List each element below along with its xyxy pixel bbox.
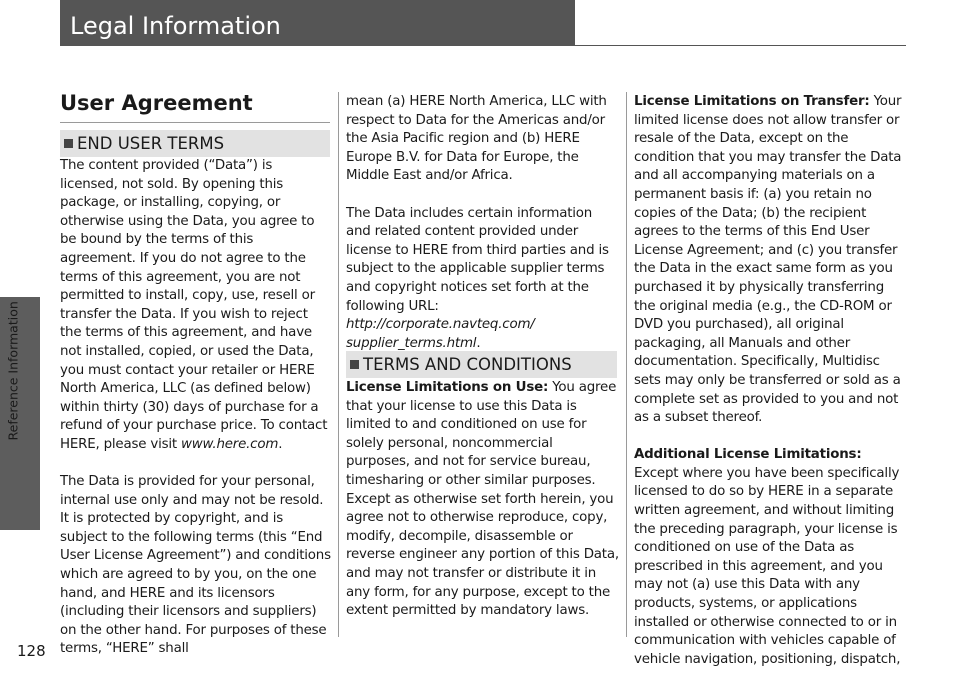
header-title: Legal Information <box>70 12 281 40</box>
side-label: Reference Information <box>5 301 21 441</box>
paragraph-text: Except where you have been specifically licensed to do so by HERE in a separate written agreement, and without limiting the preceding paragraph, your license is conditioned on use of the Data as prescribed in this agreement, and you may not (a) use this Data with any products, systems, or applications installed or otherwise connected to or in communication with vehicles capable of vehicle navigation, positioning, dispatch, <box>634 465 901 667</box>
subheading-end-user-terms <box>60 130 330 157</box>
paragraph-text: You agree that your license to use this Data is limited to and conditioned on use for solely personal, noncommercial purposes, and not for service bureau, timesharing or other similar purposes. Except as otherwise set forth herein, you agree not to otherwise reproduce, copy, modify, decompile, disassemble or reverse engineer any portion of this Data, and may not transfer or distribute it in any form, for any purpose, except to the extent permitted by mandatory laws. <box>346 380 619 619</box>
paragraph-text: The content provided (“Data”) is licensed, not sold. By opening this package, or installing, copying, or otherwise using the Data, you agree to be bound by the terms of this agreement. If you do not agree to the terms of this agreement, you are not permitted to install, copy, use, resell or transfer the Data. If you wish to reject the terms of this agreement, and have not installed, copied, or used the Data, you must contact your retailer or HERE North America, LLC (as defined below) within thirty (30) days of purchase for a refund of your purchase price. To contact HERE, please visit <box>60 158 328 452</box>
column-1 <box>60 157 332 659</box>
paragraph <box>346 379 620 621</box>
paragraph-label: Additional License Limitations: <box>634 447 862 463</box>
paragraph <box>634 93 908 428</box>
paragraph <box>60 157 332 455</box>
column-divider <box>626 92 627 637</box>
header-rule <box>575 45 906 46</box>
paragraph <box>346 205 620 354</box>
column-2 <box>346 93 620 353</box>
supplier-terms-url[interactable]: http://corporate.navteq.com/ supplier_terms.html <box>346 317 535 351</box>
paragraph-text: . <box>476 335 481 351</box>
paragraph-text: Your limited license does not allow transfer or resale of the Data, except on the condition that you may transfer the Data and all accompanying materials on a permanent basis if: (a) you retain no copies of the Data; (b) the recipient agrees to the terms of this End User License Agreement; and (c) you transfer the Data in the exact same form as you purchased it by physically transferring the original media (e.g., the CD-ROM or DVD you purchased), all original packaging, all Manuals and other documentation. Specifically, Multidisc sets may only be transferred or sold as a complete set as provided to you and not as a subset thereof. <box>634 94 902 426</box>
subheading-label: TERMS AND CONDITIONS <box>363 355 572 374</box>
paragraph-label: License Limitations on Transfer: <box>634 94 870 109</box>
page-number: 128 <box>17 642 46 660</box>
here-link[interactable]: www.here.com <box>181 436 279 452</box>
paragraph <box>634 446 908 669</box>
paragraph: The Data is provided for your personal, internal use only and may not be resold. It is protected by copyright, and is subject to the following terms (this “End User License Agreement”) and conditions which are agreed to by you, on the one hand, and HERE and its licensors (including their licensors and suppliers) on the other hand. For purposes of these terms, “HERE” shall <box>60 474 331 657</box>
column-3 <box>634 93 908 669</box>
title-rule <box>60 122 330 123</box>
column-2-continued <box>346 379 620 621</box>
paragraph-text: The Data includes certain information and related content provided under license to HERE from third parties and is subject to the applicable supplier terms and copyright notices set forth at the following URL: <box>346 205 609 314</box>
subheading-terms-and-conditions <box>346 351 617 378</box>
section-title: User Agreement <box>60 91 253 115</box>
column-divider <box>338 92 339 637</box>
bullet-square-icon <box>350 360 359 369</box>
paragraph-text: . <box>278 436 283 452</box>
paragraph-label: License Limitations on Use: <box>346 380 549 395</box>
subheading-label: END USER TERMS <box>77 134 225 153</box>
bullet-square-icon <box>64 139 73 148</box>
paragraph: mean (a) HERE North America, LLC with respect to Data for the Americas and/or the Asia Pacific region and (b) HERE Europe B.V. for Data for Europe, the Middle East and/or Africa. <box>346 94 607 184</box>
